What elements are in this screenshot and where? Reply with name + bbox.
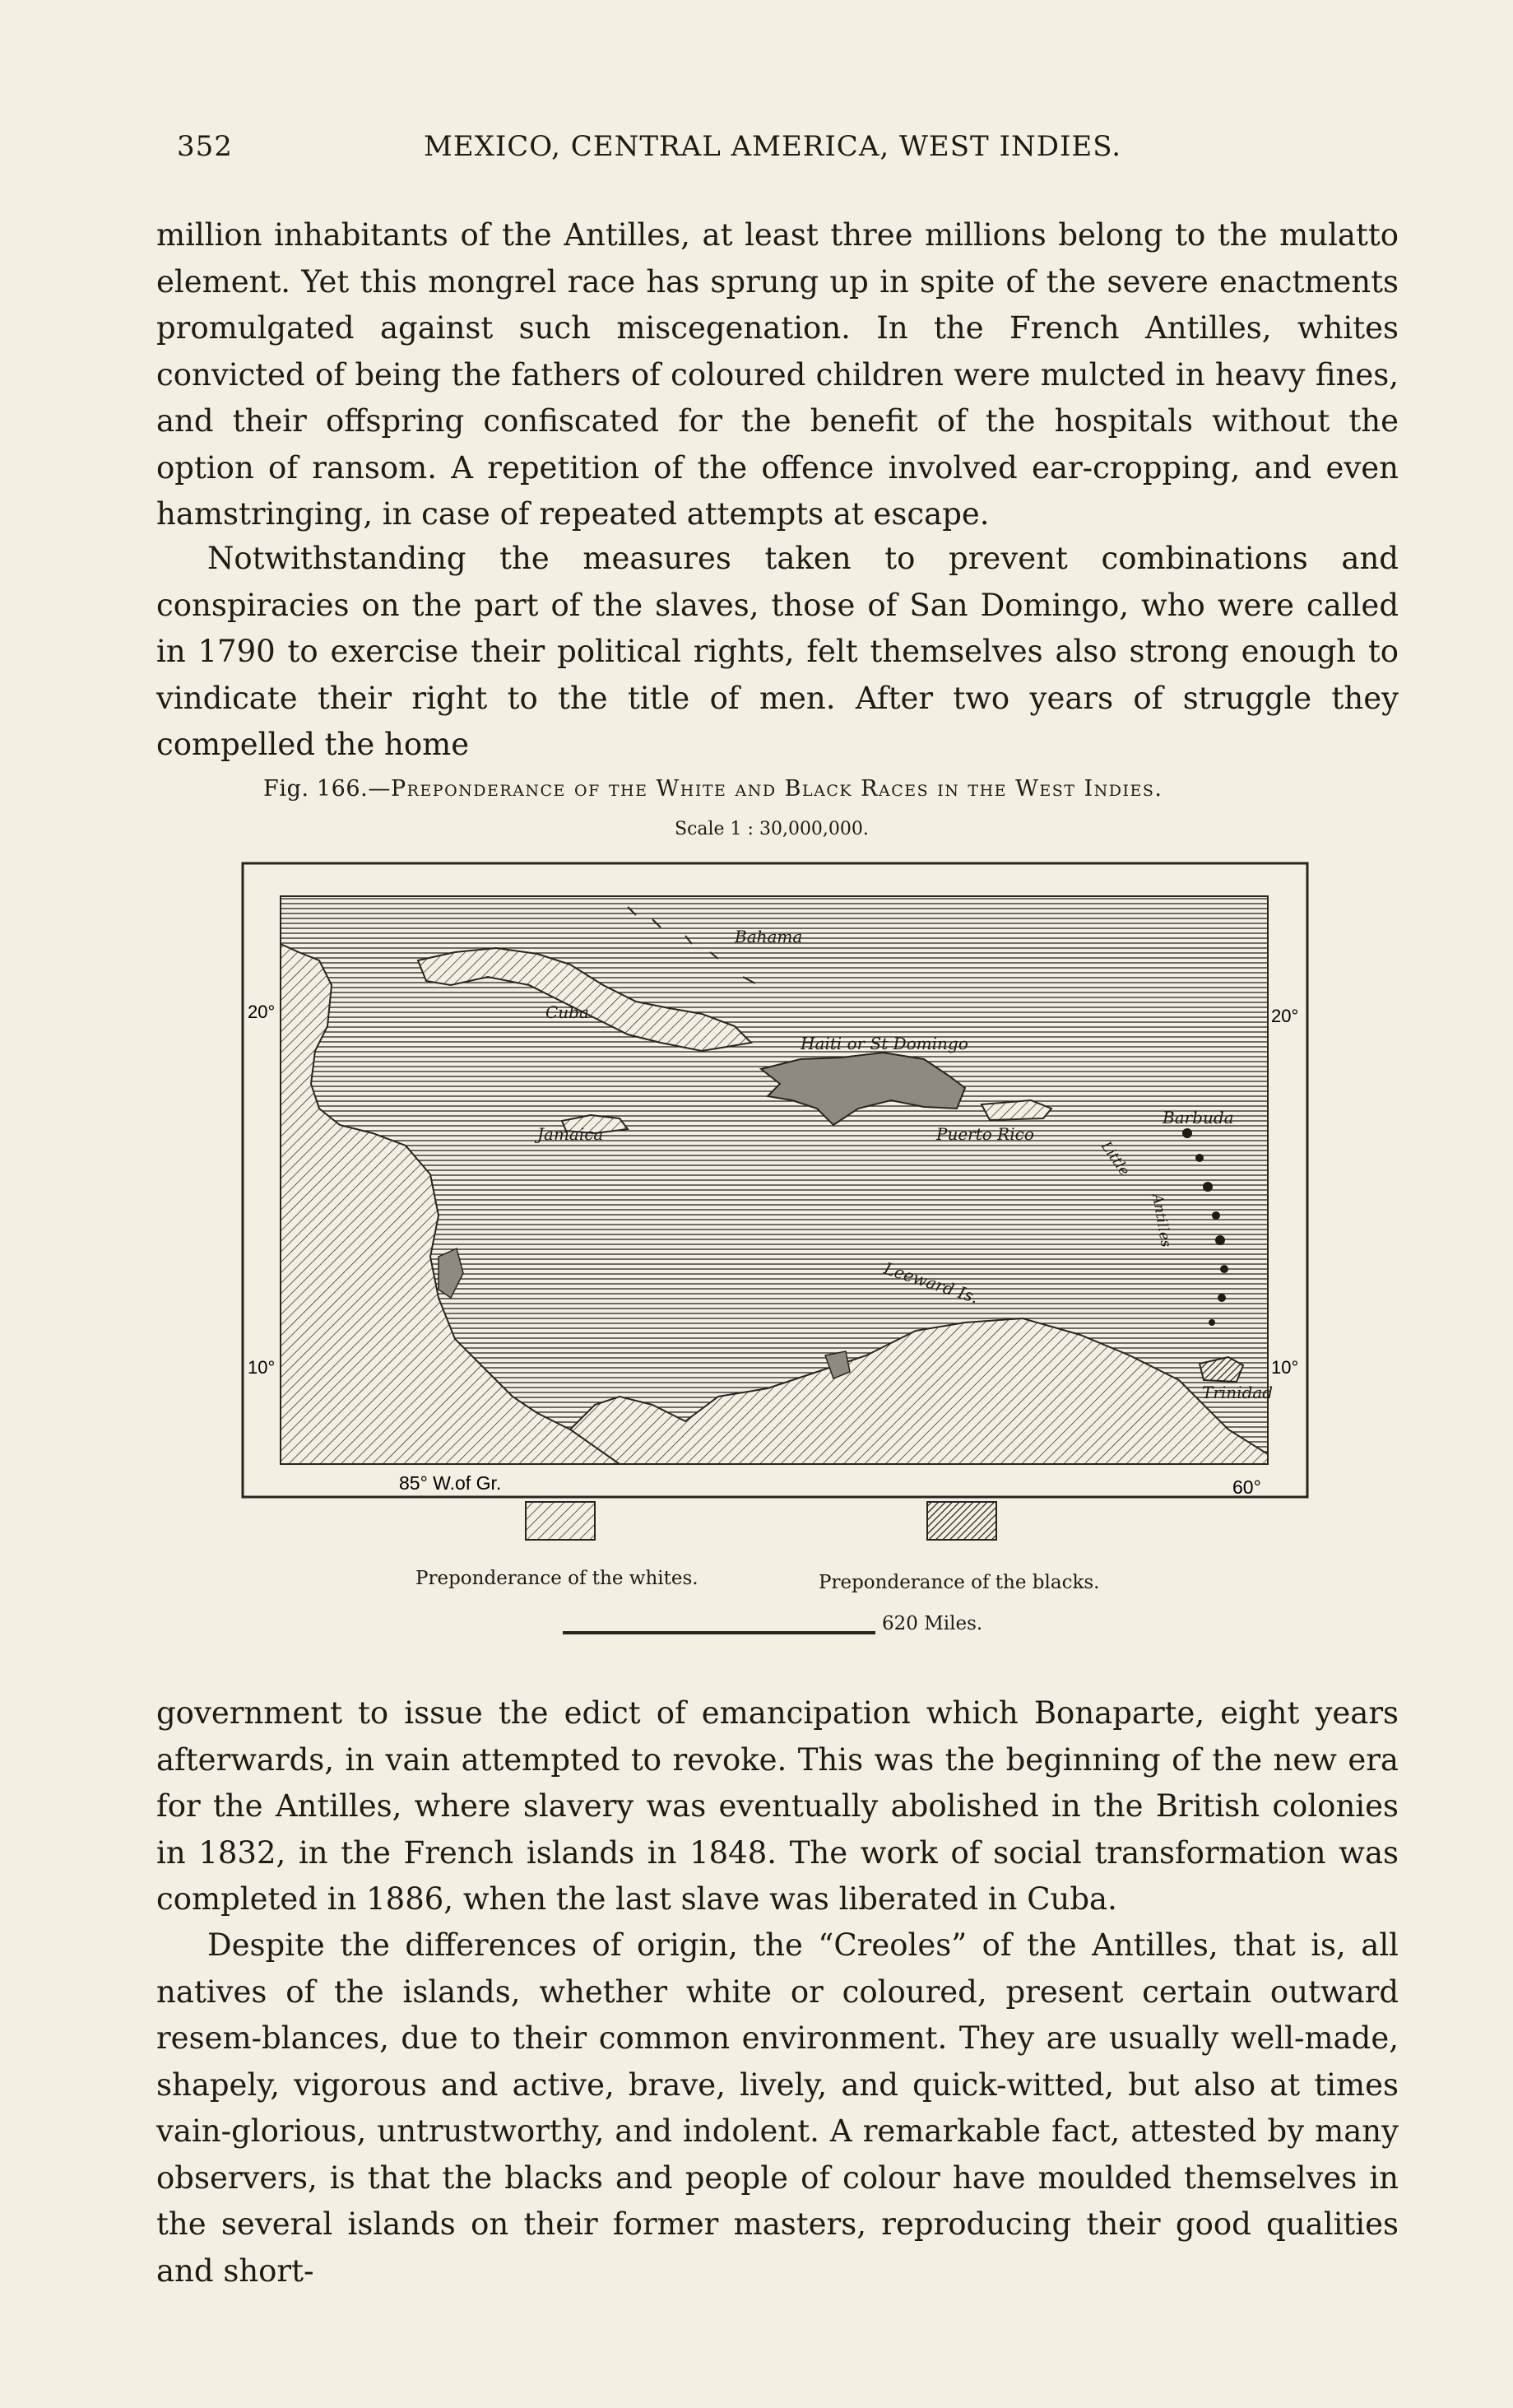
running-title: MEXICO, CENTRAL AMERICA, WEST INDIES. bbox=[424, 130, 1122, 163]
label-barbuda: Barbuda bbox=[1163, 1108, 1234, 1127]
lat-10-right: 10° bbox=[1271, 1357, 1299, 1378]
lat-10-left: 10° bbox=[248, 1357, 276, 1378]
lat-20-right: 20° bbox=[1271, 1006, 1299, 1026]
label-little: Little bbox=[1097, 1138, 1133, 1179]
label-puerto-rico: Puerto Rico bbox=[936, 1124, 1034, 1144]
figure-scale: Scale 1 : 30,000,000. bbox=[675, 819, 869, 839]
lat-20-left: 20° bbox=[248, 1002, 276, 1022]
label-leeward: Leeward Is. bbox=[881, 1257, 982, 1308]
page-number: 352 bbox=[177, 130, 233, 163]
legend-whites-swatch bbox=[524, 1500, 596, 1541]
figure-title: Preponderance of the White and Black Races in the West Indies. bbox=[390, 776, 1163, 802]
paragraph-3: government to issue the edict of emancipation which Bonaparte, eight years afterwards, in vain attempted to revoke. This was the beginning of the new era for the Antilles, where slavery was eventually abolished in the British colonies in 1832, in the French islands in 1848. The work of social transformation was completed in 1886, when the last slave was liberated in Cuba. bbox=[156, 1695, 1399, 1917]
west-indies-map bbox=[241, 862, 1311, 1512]
label-bahama: Bahama bbox=[735, 927, 803, 946]
paragraph-2: Notwithstanding the measures taken to prevent combinations and conspiracies on the part of the slaves, those of San Domingo, who were called in 1790 to exercise their political rights, felt themselves also strong enough to vindicate their right to the title of men. After two years of struggle they compelled the home bbox=[156, 541, 1399, 762]
legend-whites-label: Preponderance of the whites. bbox=[415, 1568, 698, 1589]
label-jamaica: Jamaica bbox=[537, 1124, 604, 1144]
legend-blacks-swatch bbox=[926, 1500, 998, 1541]
legend-blacks-label: Preponderance of the blacks. bbox=[819, 1572, 1100, 1593]
label-trinidad: Trinidad bbox=[1202, 1383, 1274, 1402]
scale-bar bbox=[563, 1631, 875, 1634]
label-cuba: Cuba bbox=[545, 1002, 589, 1022]
label-haiti: Haiti or St Domingo bbox=[801, 1034, 968, 1053]
figure-label: Fig. 166.— bbox=[263, 776, 391, 802]
paragraph-4: Despite the differences of origin, the “Creoles” of the Antilles, that is, all natives of the islands, whether white or coloured, present certain outward resem-blances, due to their common environment. They are usually well-made, shapely, vigorous and active, brave, lively, and quick-witted, but also at times vain-glorious, untrustworthy, and indolent. A remarkable fact, attested by many observers, is that the blacks and people of colour have moulded themselves in the several islands on their former masters, reproducing their good qualities and short- bbox=[156, 1927, 1399, 2289]
lon-60-label: 60° bbox=[1232, 1476, 1261, 1498]
scale-bar-label: 620 Miles. bbox=[882, 1613, 983, 1634]
figure-caption bbox=[263, 776, 1300, 802]
label-antilles: Antilles bbox=[1149, 1192, 1175, 1249]
page-header bbox=[177, 130, 1386, 171]
lon-85-label: 85° W.of Gr. bbox=[399, 1472, 502, 1494]
paragraph-1: million inhabitants of the Antilles, at least three millions belong to the mulatto element. Yet this mongrel race has sprung up in spite of the severe enactments promulgated against such miscegenation. In the French Antilles, whites convicted of being the fathers of coloured children were mulcted in heavy fines, and their offspring confiscated for the benefit of the hospitals without the option of ransom. A repetition of the offence involved ear-cropping, and even hamstringing, in case of repeated attempts at escape. bbox=[156, 217, 1399, 532]
